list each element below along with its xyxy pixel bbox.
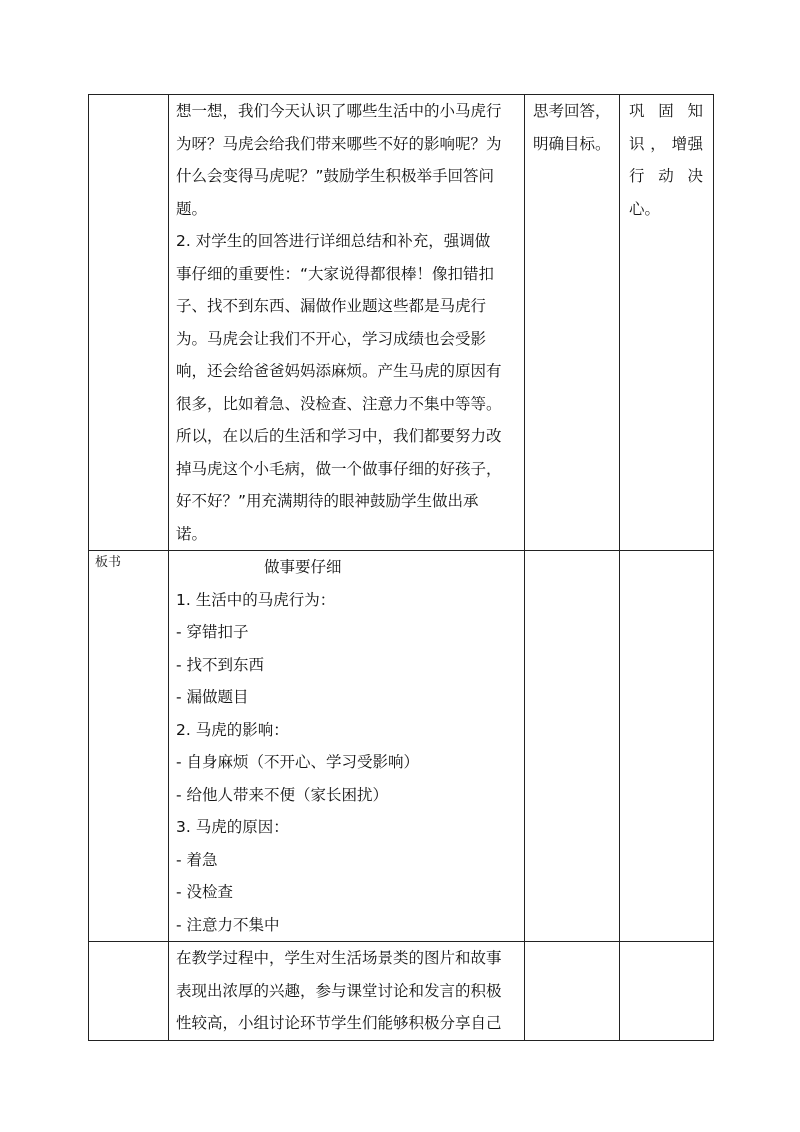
blackboard-cell xyxy=(169,551,525,942)
process-line: 事仔细的重要性：“大家说得都很棒！像扣错扣 xyxy=(176,264,495,283)
process-line: 子、找不到东西、漏做作业题这些都是马虎行 xyxy=(176,297,487,315)
process-line: 好不好？”用充满期待的眼神鼓励学生做出承 xyxy=(176,492,479,510)
process-line: 想一想，我们今天认识了哪些生活中的小马虎行 xyxy=(176,102,502,120)
process-line: 掉马虎这个小毛病，做一个做事仔细的好孩子， xyxy=(176,459,502,478)
design-intent-line: 行 动 决 xyxy=(629,167,703,185)
blackboard-line: - 找不到东西 xyxy=(176,655,265,674)
lesson-plan-table xyxy=(88,94,714,1041)
blackboard-line: - 着急 xyxy=(176,850,218,869)
reflection-line: 表现出浓厚的兴趣，参与课堂讨论和发言的积极 xyxy=(176,981,502,1000)
empty-cell xyxy=(620,551,714,942)
blackboard-line: - 给他人带来不便（家长困扰） xyxy=(176,785,389,804)
process-line: 所以，在以后的生活和学习中，我们都要努力改 xyxy=(176,427,502,445)
row-label-cell xyxy=(89,551,169,942)
design-intent-line: 巩 固 知 xyxy=(629,102,703,120)
process-line: 为。马虎会让我们不开心，学习成绩也会受影 xyxy=(176,329,487,348)
process-line: 题。 xyxy=(176,199,208,218)
process-line: 2. 对学生的回答进行详细总结和补充，强调做 xyxy=(176,232,491,250)
reflection-cell xyxy=(169,942,525,1041)
teaching-process-cell xyxy=(169,95,525,551)
blackboard-line: 3. 马虎的原因： xyxy=(176,818,289,836)
reflection-line: 在教学过程中，学生对生活场景类的图片和故事 xyxy=(176,949,502,967)
blackboard-line: - 注意力不集中 xyxy=(176,915,280,934)
process-line: 很多，比如着急、没检查、注意力不集中等等。 xyxy=(176,394,502,413)
table-row xyxy=(89,551,714,942)
process-line: 什么会变得马虎呢？”鼓励学生积极举手回答问 xyxy=(176,167,495,185)
process-line: 诺。 xyxy=(176,524,208,543)
empty-cell xyxy=(525,942,620,1041)
design-intent-cell xyxy=(620,95,714,551)
blackboard-label: 板书 xyxy=(95,555,122,570)
row-label-cell xyxy=(89,942,169,1041)
table-row xyxy=(89,95,714,551)
process-line: 为呀？马虎会给我们带来哪些不好的影响呢？为 xyxy=(176,134,502,153)
process-line: 响，还会给爸爸妈妈添麻烦。产生马虎的原因有 xyxy=(176,362,502,380)
blackboard-line: - 自身麻烦（不开心、学习受影响） xyxy=(176,753,420,771)
design-intent-line: 识 ， 增强 xyxy=(629,134,703,153)
row-label-cell xyxy=(89,95,169,551)
student-activity-cell xyxy=(525,95,620,551)
empty-cell xyxy=(525,551,620,942)
student-activity-line: 思考回答， xyxy=(533,102,611,120)
blackboard-line: 2. 马虎的影响： xyxy=(176,720,289,739)
empty-cell xyxy=(620,942,714,1041)
blackboard-line: - 穿错扣子 xyxy=(176,623,249,641)
student-activity-line: 明确目标。 xyxy=(533,134,611,153)
blackboard-line: - 漏做题目 xyxy=(176,688,249,706)
design-intent-line: 心。 xyxy=(629,199,661,218)
table-row xyxy=(89,942,714,1041)
blackboard-line: - 没检查 xyxy=(176,883,234,901)
blackboard-line: 1. 生活中的马虎行为： xyxy=(176,590,336,609)
blackboard-title: 做事要仔细 xyxy=(264,558,342,576)
reflection-line: 性较高，小组讨论环节学生们能够积极分享自己 xyxy=(176,1014,502,1032)
